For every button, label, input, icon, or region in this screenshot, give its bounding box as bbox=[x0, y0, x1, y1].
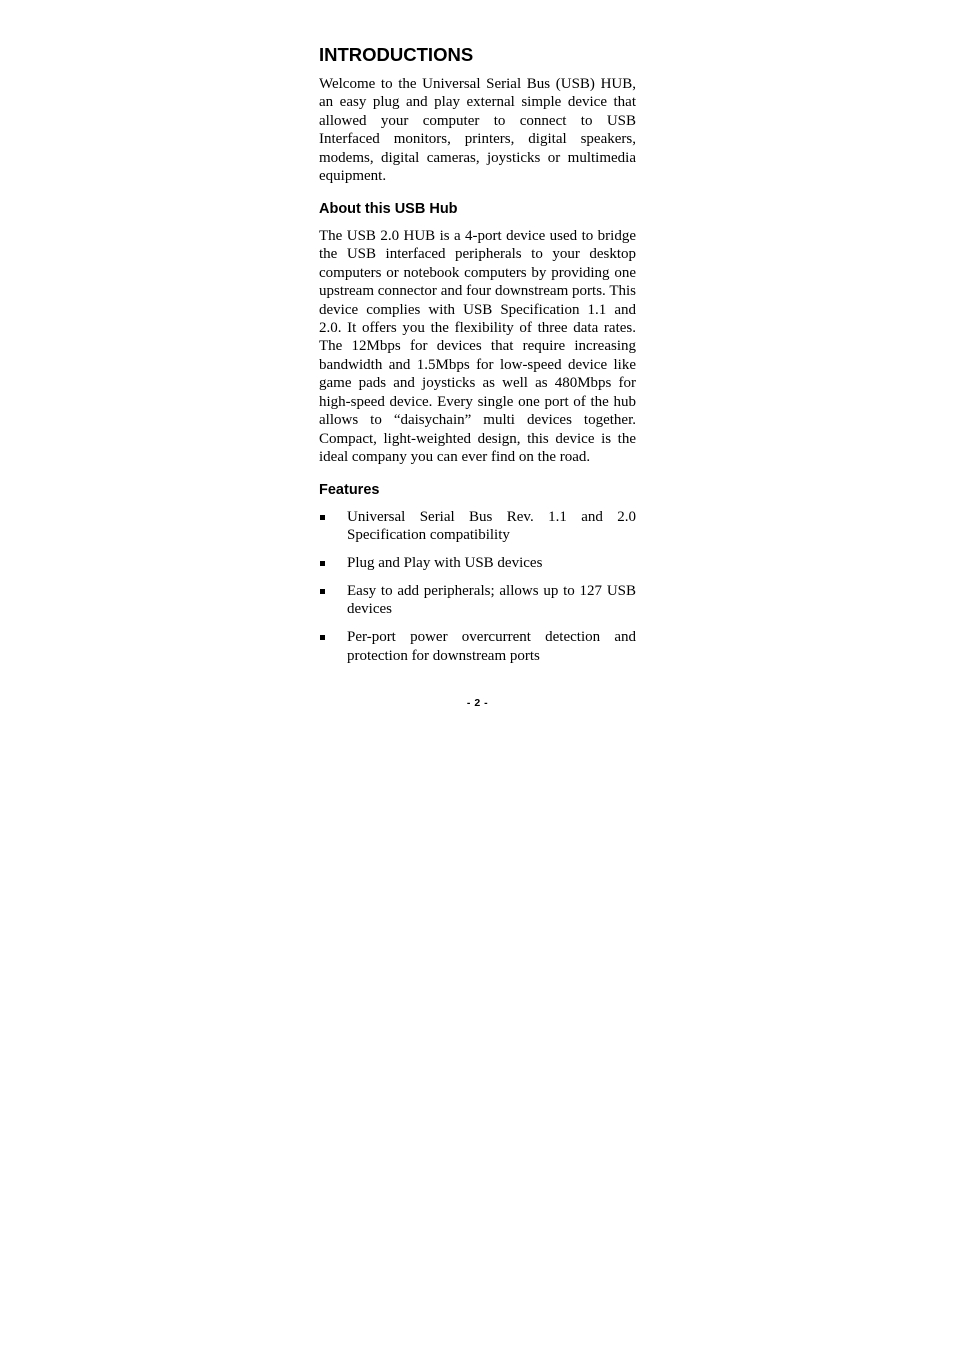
square-bullet-icon bbox=[320, 589, 325, 594]
feature-text: Universal Serial Bus Rev. 1.1 and 2.0 Specification compatibility bbox=[347, 508, 636, 544]
feature-item bbox=[319, 628, 636, 665]
feature-item bbox=[319, 582, 636, 619]
square-bullet-icon bbox=[320, 515, 325, 520]
feature-text: Per-port power overcurrent detection and protection for downstream ports bbox=[347, 629, 636, 664]
square-bullet-icon bbox=[320, 635, 325, 640]
about-heading: About this USB Hub bbox=[319, 200, 458, 217]
intro-heading: INTRODUCTIONS bbox=[319, 44, 474, 65]
feature-item bbox=[319, 508, 636, 545]
page-content bbox=[319, 44, 636, 665]
features-heading: Features bbox=[319, 481, 380, 498]
feature-text: Plug and Play with USB devices bbox=[347, 555, 543, 572]
features-list bbox=[319, 508, 636, 666]
about-paragraph: The USB 2.0 HUB is a 4-port device used to bridge the USB interfaced peripherals to your desktop computers or notebook computers by providing one upstream connector and four downstream ports. This device complies with USB Specification 1.1 and 2.0. It offers you the flexibility of three data rates. The 12Mbps for devices that require increasing bandwidth and 1.5Mbps for low-speed device like game pads and joysticks as well as 480Mbps for high-speed device. Every single one port of the hub allows to “daisychain” multi devices together. Compact, light-weighted design, this device is the ideal company you can ever find on the road. bbox=[319, 227, 636, 466]
feature-item bbox=[319, 554, 636, 572]
square-bullet-icon bbox=[320, 561, 325, 566]
intro-paragraph: Welcome to the Universal Serial Bus (USB) HUB, an easy plug and play external simple device that allowed your computer to connect to USB Interfaced monitors, printers, digital speakers, modems, digital cameras, joysticks or multimedia equipment. bbox=[319, 76, 636, 185]
page-number: - 2 - bbox=[466, 697, 489, 709]
feature-text: Easy to add peripherals; allows up to 127 USB devices bbox=[347, 582, 636, 618]
